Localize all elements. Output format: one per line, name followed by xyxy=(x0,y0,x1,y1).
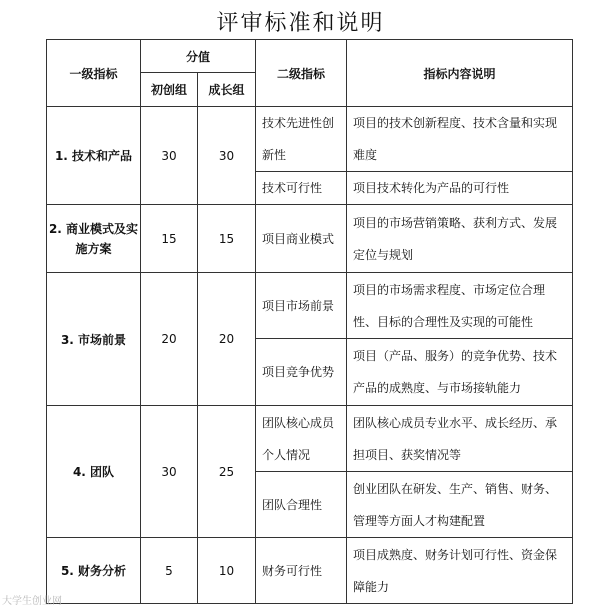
watermark: 大学生创业网 xyxy=(2,596,62,607)
startup-score: 15 xyxy=(141,205,198,273)
header-score: 分值 xyxy=(141,40,256,73)
desc-cell: 项目的市场需求程度、市场定位合理性、目标的合理性及实现的可能性 xyxy=(347,273,573,339)
level1-cell: 2. 商业模式及实施方案 xyxy=(47,205,141,273)
level2-cell: 团队核心成员个人情况 xyxy=(256,406,347,472)
level1-cell: 5. 财务分析 xyxy=(47,538,141,604)
level2-cell: 财务可行性 xyxy=(256,538,347,604)
desc-cell: 项目技术转化为产品的可行性 xyxy=(347,172,573,205)
startup-score: 30 xyxy=(141,406,198,538)
growth-score: 30 xyxy=(198,107,256,205)
level1-cell: 4. 团队 xyxy=(47,406,141,538)
level2-cell: 项目商业模式 xyxy=(256,205,347,273)
startup-score: 20 xyxy=(141,273,198,406)
level2-cell: 项目市场前景 xyxy=(256,273,347,339)
header-startup: 初创组 xyxy=(141,73,198,107)
header-level2: 二级指标 xyxy=(256,40,347,107)
growth-score: 25 xyxy=(198,406,256,538)
desc-cell: 项目成熟度、财务计划可行性、资金保障能力 xyxy=(347,538,573,604)
growth-score: 15 xyxy=(198,205,256,273)
startup-score: 5 xyxy=(141,538,198,604)
level2-cell: 团队合理性 xyxy=(256,472,347,538)
table-row xyxy=(47,205,573,273)
table-row xyxy=(47,538,573,604)
table-row xyxy=(47,107,573,172)
table-row xyxy=(47,273,573,339)
growth-score: 10 xyxy=(198,538,256,604)
desc-cell: 创业团队在研发、生产、销售、财务、管理等方面人才构建配置 xyxy=(347,472,573,538)
desc-cell: 项目（产品、服务）的竞争优势、技术产品的成熟度、与市场接轨能力 xyxy=(347,339,573,406)
level2-cell: 项目竞争优势 xyxy=(256,339,347,406)
level1-cell: 1. 技术和产品 xyxy=(47,107,141,205)
page-title: 评审标准和说明 xyxy=(216,11,385,36)
desc-cell: 项目的市场营销策略、获利方式、发展定位与规划 xyxy=(347,205,573,273)
header-growth: 成长组 xyxy=(198,73,256,107)
level2-cell: 技术可行性 xyxy=(256,172,347,205)
header-desc: 指标内容说明 xyxy=(347,40,573,107)
growth-score: 20 xyxy=(198,273,256,406)
criteria-table xyxy=(46,39,573,604)
header-level1: 一级指标 xyxy=(47,40,141,107)
startup-score: 30 xyxy=(141,107,198,205)
desc-cell: 团队核心成员专业水平、成长经历、承担项目、获奖情况等 xyxy=(347,406,573,472)
table-row xyxy=(47,406,573,472)
level1-cell: 3. 市场前景 xyxy=(47,273,141,406)
desc-cell: 项目的技术创新程度、技术含量和实现难度 xyxy=(347,107,573,172)
level2-cell: 技术先进性创新性 xyxy=(256,107,347,172)
